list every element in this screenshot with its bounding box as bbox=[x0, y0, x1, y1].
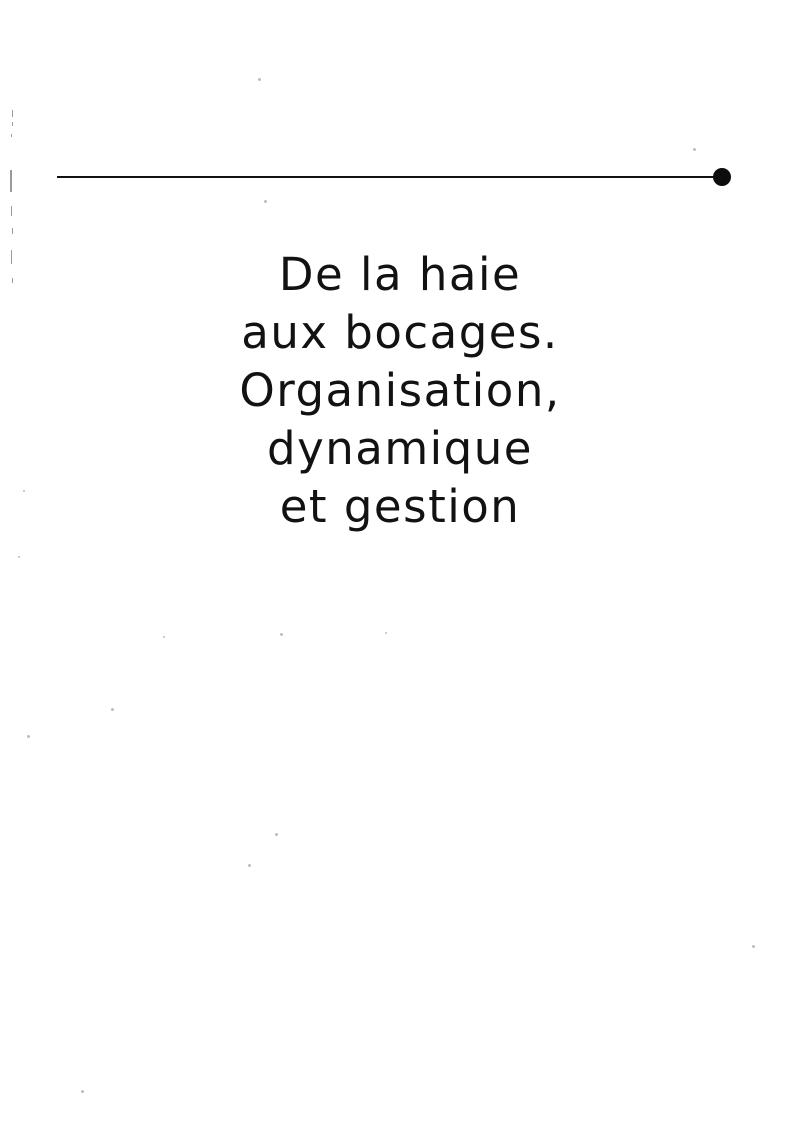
scan-speck bbox=[27, 735, 30, 738]
scan-speck bbox=[280, 633, 283, 636]
scan-speck bbox=[258, 78, 261, 81]
title-line-2: aux bocages. bbox=[241, 306, 559, 359]
scan-speck bbox=[752, 945, 755, 948]
title-rule bbox=[0, 160, 800, 192]
scan-speck bbox=[248, 864, 251, 867]
rule-line bbox=[57, 176, 722, 178]
scan-speck bbox=[693, 148, 696, 151]
rule-end-dot-icon bbox=[713, 168, 731, 186]
page-title bbox=[0, 246, 800, 536]
scan-speck bbox=[385, 632, 387, 634]
title-line-1: De la haie bbox=[278, 248, 522, 301]
scan-speck bbox=[18, 556, 20, 558]
title-line-4: dynamique bbox=[267, 422, 533, 475]
scan-speck bbox=[275, 833, 278, 836]
scan-speck bbox=[163, 636, 165, 638]
title-line-3: Organisation, bbox=[239, 364, 561, 417]
scan-speck bbox=[264, 200, 267, 203]
scan-speck bbox=[111, 708, 114, 711]
title-line-5: et gestion bbox=[279, 480, 521, 533]
scan-speck bbox=[81, 1090, 84, 1093]
scan-speck bbox=[23, 490, 25, 492]
